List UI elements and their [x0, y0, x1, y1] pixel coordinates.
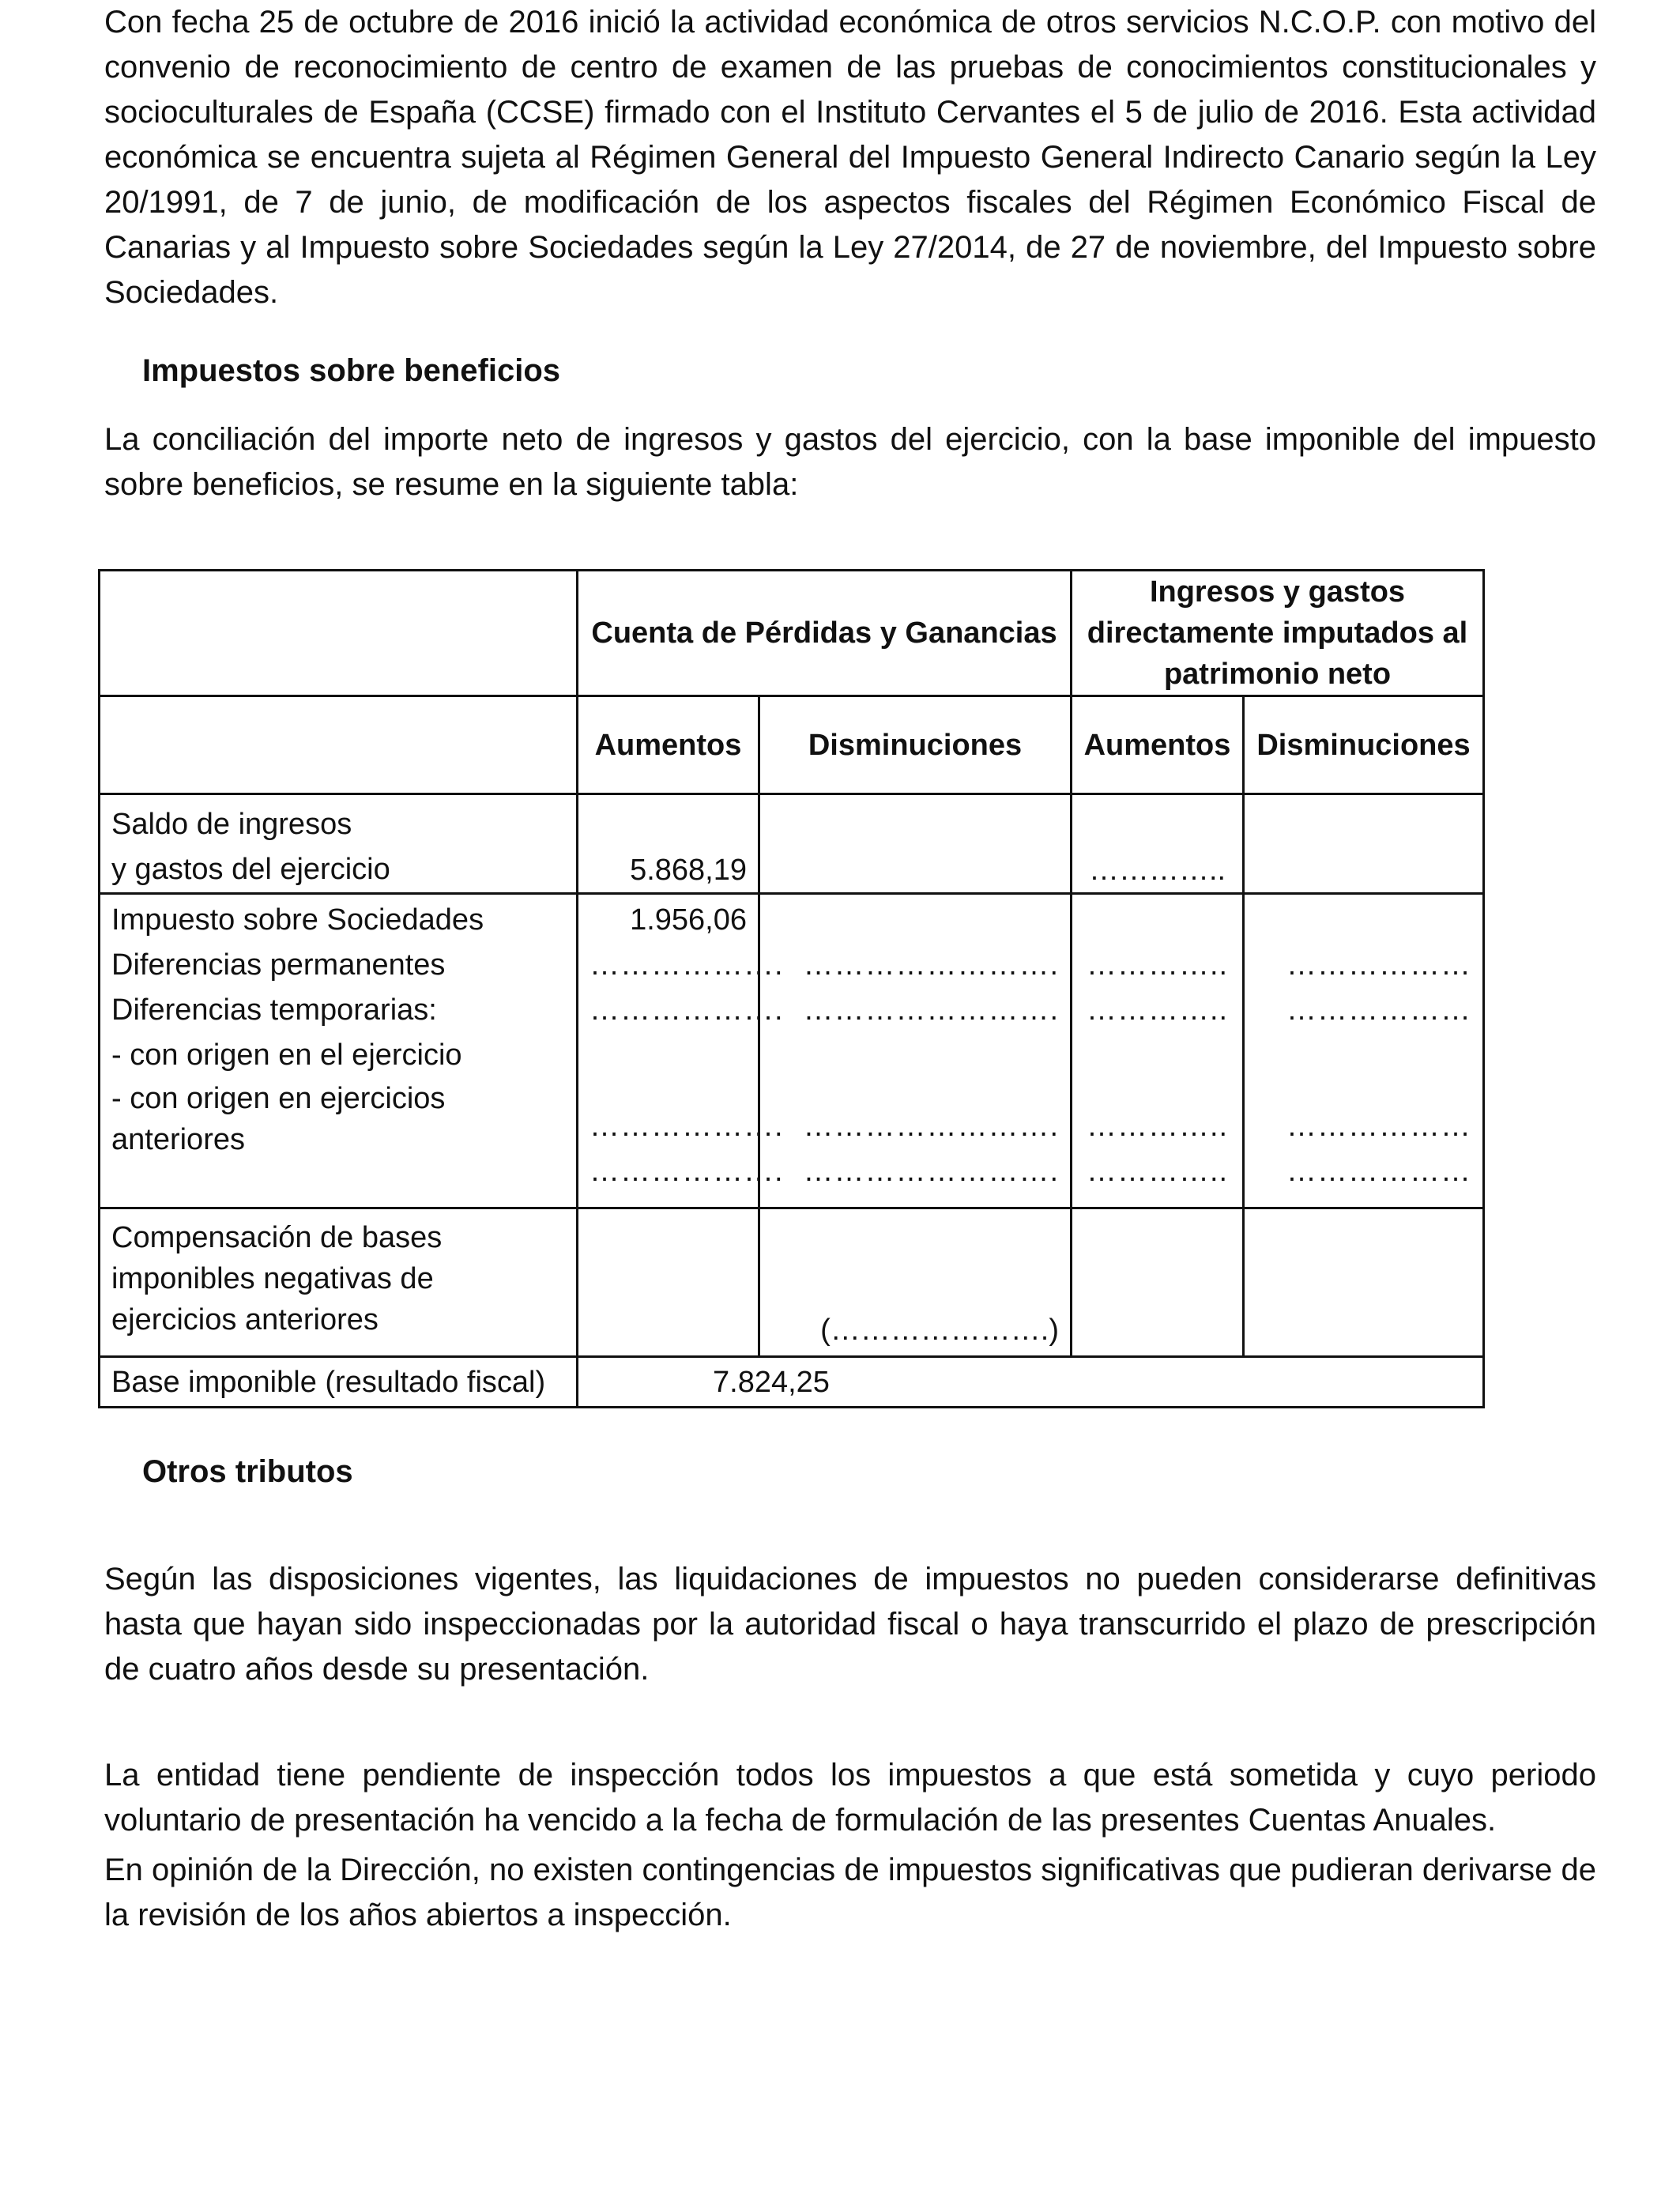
diferencias-aumentos-column: [578, 894, 784, 1208]
base-imponible-label: Base imponible (resultado fiscal): [100, 1357, 578, 1408]
extra-aumentos-dots: ……………….: [590, 1155, 784, 1188]
temporarias-patr-aumentos-dots: …………..: [1086, 993, 1229, 1027]
section-heading-otros: Otros tributos: [142, 1454, 353, 1489]
compensacion-label: [100, 1208, 578, 1357]
diferencias-labels: [100, 894, 578, 1208]
otros-paragraph-1: Según las disposiciones vigentes, las liquidaciones de impuestos no pueden considerarse definitivas hasta que hayan sido inspeccionadas por la autoridad fiscal o haya transcurrido el plazo de prescripción de cuatro años desde su presentación.: [104, 1562, 1596, 1687]
compensacion-patr-aumentos-cell: [1072, 1208, 1244, 1357]
compensacion-disminuciones-value: (………………….): [759, 1208, 1072, 1357]
intro-paragraph: Con fecha 25 de octubre de 2016 inició la actividad económica de otros servicios N.C.O.P. con motivo del convenio de reconocimiento de centro de examen de las pruebas de conocimientos constitucionales y socioculturales de España (CCSE) firmado con el Instituto Cervantes el 5 de julio de 2016. Esta actividad económica se encuentra sujeta al Régimen General del Impuesto General Indirecto Canario según la Ley 20/1991, de 7 de junio, de modificación de los aspectos fiscales del Régimen Económico Fiscal de Canarias y al Impuesto sobre Sociedades según la Ley 27/2014, de 27 de noviembre, del Impuesto sobre Sociedades.: [104, 5, 1596, 310]
spacer: [1256, 898, 1471, 943]
spacer: [1256, 1033, 1471, 1078]
compensacion-label-1: Compensación de bases: [111, 1221, 443, 1254]
compensacion-aumentos-cell: [578, 1208, 759, 1357]
anteriores-aumentos-dots: ……………….: [590, 1110, 784, 1143]
saldo-aumentos-value: 5.868,19: [578, 794, 759, 894]
row-saldo-label-line-2: y gastos del ejercicio: [111, 853, 390, 886]
base-imponible-value: 7.824,25: [578, 1357, 1484, 1408]
table-header-row-1: [100, 571, 1484, 696]
anteriores-patr-disminuciones-dots: ………………: [1286, 1110, 1472, 1143]
permanentes-patr-disminuciones-dots: ………………: [1286, 948, 1472, 982]
impuesto-aumentos-value: 1.956,06: [630, 903, 747, 937]
label-impuesto-sociedades: Impuesto sobre Sociedades: [111, 903, 484, 937]
spacer: [590, 1033, 747, 1078]
label-diferencias-temporarias: Diferencias temporarias:: [111, 993, 437, 1027]
permanentes-patr-aumentos-dots: …………..: [1086, 948, 1229, 982]
col-disminuciones-patrimonio: Disminuciones: [1244, 696, 1484, 794]
col-disminuciones: Disminuciones: [759, 696, 1072, 794]
compensacion-label-2: imponibles negativas de: [111, 1262, 434, 1295]
label-origen-anteriores-1: - con origen en ejercicios: [111, 1082, 446, 1115]
profits-paragraph: La conciliación del importe neto de ingresos y gastos del ejercicio, con la base imponible del impuesto sobre beneficios, se resume en la siguiente tabla:: [104, 422, 1596, 502]
label-origen-anteriores-2: anteriores: [111, 1123, 245, 1156]
diferencias-patrimonio-aumentos-column: [1072, 894, 1244, 1208]
diferencias-patrimonio-disminuciones-column: [1244, 894, 1484, 1208]
permanentes-aumentos-dots: ……………….: [590, 948, 784, 982]
header-pyg: Cuenta de Pérdidas y Ganancias: [578, 571, 1072, 696]
diferencias-disminuciones-column: [759, 894, 1072, 1208]
compensacion-label-3: ejercicios anteriores: [111, 1303, 379, 1336]
otros-paragraph-2: La entidad tiene pendiente de inspección todos los impuestos a que está sometida y cuyo periodo voluntario de presentación ha vencido a la fecha de formulación de las presentes Cuentas Anuales.: [104, 1758, 1596, 1838]
row-saldo-label: [100, 794, 578, 894]
otros-paragraph-3: En opinión de la Dirección, no existen contingencias de impuestos significativas que pudieran derivarse de la revisión de los años abiertos a inspección.: [104, 1853, 1596, 1932]
table-row-diferencias: [100, 894, 1484, 1208]
table-row-compensacion: [100, 1208, 1484, 1357]
table-corner-cell: [100, 571, 578, 696]
tax-reconciliation-table: [98, 569, 1485, 1408]
section-heading-profits: Impuestos sobre beneficios: [142, 353, 561, 388]
col-aumentos-patrimonio: Aumentos: [1072, 696, 1244, 794]
temporarias-disminuciones-dots: …………………….: [803, 993, 1060, 1027]
table-row-saldo: [100, 794, 1484, 894]
spacer: [1083, 1033, 1231, 1078]
saldo-disminuciones-cell: [759, 794, 1072, 894]
temporarias-patr-disminuciones-dots: ………………: [1286, 993, 1472, 1027]
row-saldo-label-line-1: Saldo de ingresos: [111, 808, 352, 841]
table-corner-cell-2: [100, 696, 578, 794]
extra-patr-disminuciones-dots: ………………: [1286, 1155, 1472, 1188]
extra-disminuciones-dots: …………………….: [803, 1155, 1060, 1188]
label-origen-ejercicio: - con origen en el ejercicio: [111, 1039, 462, 1072]
table-header-row-2: [100, 696, 1484, 794]
extra-patr-aumentos-dots: …………..: [1086, 1155, 1229, 1188]
spacer: [771, 1033, 1059, 1078]
label-diferencias-permanentes: Diferencias permanentes: [111, 948, 446, 982]
col-aumentos: Aumentos: [578, 696, 759, 794]
saldo-patrimonio-disminuciones-cell: [1244, 794, 1484, 894]
anteriores-patr-aumentos-dots: …………..: [1086, 1110, 1229, 1143]
anteriores-disminuciones-dots: …………………….: [803, 1110, 1060, 1143]
table-row-base-imponible: [100, 1357, 1484, 1408]
spacer: [1083, 898, 1231, 943]
permanentes-disminuciones-dots: …………………….: [803, 948, 1060, 982]
header-patrimonio: Ingresos y gastos directamente imputados al patrimonio neto: [1072, 571, 1484, 696]
compensacion-patr-disminuciones-cell: [1244, 1208, 1484, 1357]
temporarias-aumentos-dots: ……………….: [590, 993, 784, 1027]
saldo-patrimonio-aumentos: …………..: [1072, 794, 1244, 894]
spacer: [771, 898, 1059, 943]
